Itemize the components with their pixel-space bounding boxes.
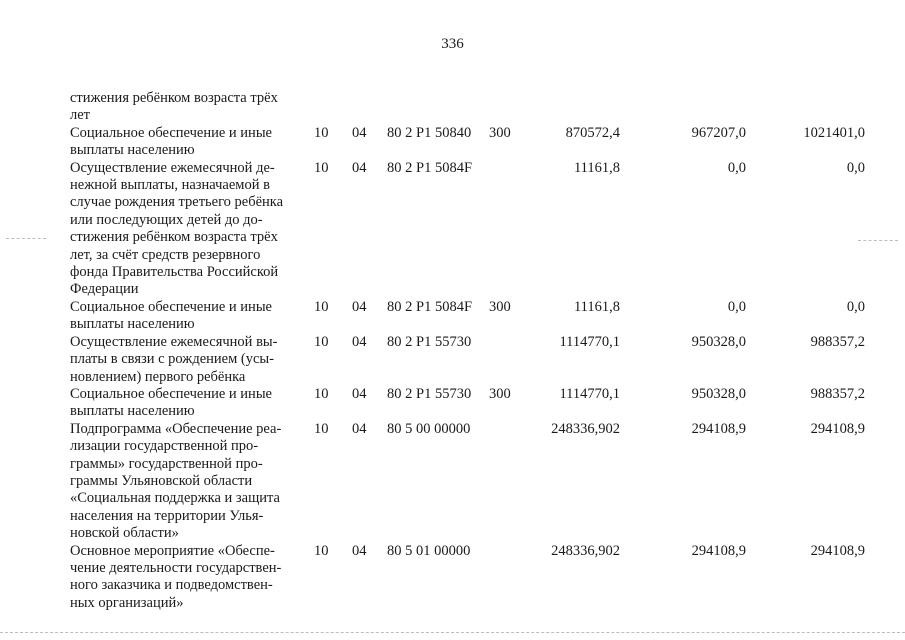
- expense-type-cell: 300: [489, 298, 511, 315]
- target-code-cell: 80 5 00 00000: [387, 420, 471, 437]
- amount-year3-cell: 0,0: [846, 298, 865, 315]
- description-line: населения на территории Улья-: [70, 507, 264, 524]
- subsection-cell: 04: [352, 420, 367, 437]
- amount-year2-cell: 950328,0: [691, 333, 746, 350]
- subsection-cell: 04: [352, 333, 367, 350]
- table-row: [70, 543, 870, 613]
- amount-year2-cell: 294108,9: [691, 542, 746, 559]
- description-line: Осуществление ежемесячной де-: [70, 159, 275, 176]
- amount-year2-cell: 950328,0: [691, 385, 746, 402]
- description-line: Основное мероприятие «Обеспе-: [70, 542, 275, 559]
- amount-year2-cell: 967207,0: [691, 124, 746, 141]
- amount-year3-cell: 988357,2: [810, 333, 865, 350]
- table-row: [70, 386, 870, 421]
- amount-year2-cell: 0,0: [727, 159, 746, 176]
- amount-year3-cell: 294108,9: [810, 420, 865, 437]
- row-description: [70, 125, 299, 160]
- description-line: платы в связи с рождением (усы-: [70, 351, 274, 368]
- description-line: выплаты населению: [70, 142, 195, 159]
- target-code-cell: 80 2 P1 5084F: [387, 159, 473, 176]
- expense-type-cell: 300: [489, 124, 511, 141]
- scan-mark: [0, 632, 905, 633]
- amount-year1-cell: 248336,902: [551, 420, 620, 437]
- target-code-cell: 80 2 P1 55730: [387, 385, 472, 402]
- amount-year2-cell: 294108,9: [691, 420, 746, 437]
- description-line: новской области»: [70, 525, 179, 542]
- description-line: лет: [70, 107, 91, 124]
- row-description: [70, 543, 299, 613]
- description-line: Социальное обеспечение и иные: [70, 124, 272, 141]
- scan-mark: [6, 238, 46, 239]
- description-line: нежной выплаты, назначаемой в: [70, 177, 270, 194]
- description-line: ного заказчика и подведомствен-: [70, 577, 273, 594]
- description-line: фонда Правительства Российской: [70, 264, 279, 281]
- description-line: Подпрограмма «Обеспечение реа-: [70, 420, 282, 437]
- subsection-cell: 04: [352, 124, 367, 141]
- amount-year1-cell: 1114770,1: [559, 385, 620, 402]
- row-description: [70, 334, 299, 386]
- description-line: лизации государственной про-: [70, 438, 259, 455]
- amount-year1-cell: 870572,4: [565, 124, 620, 141]
- description-line: выплаты населению: [70, 316, 195, 333]
- row-description: [70, 421, 299, 543]
- description-line: граммы Ульяновской области: [70, 472, 253, 489]
- subsection-cell: 04: [352, 298, 367, 315]
- scan-mark: [858, 240, 898, 241]
- description-line: или последующих детей до до-: [70, 211, 263, 228]
- description-line: лет, за счёт средств резервного: [70, 246, 261, 263]
- row-description: [70, 299, 299, 334]
- section-cell: 10: [314, 124, 329, 141]
- description-line: чение деятельности государствен-: [70, 559, 282, 576]
- description-line: Федерации: [70, 281, 139, 298]
- page-number: 336: [441, 36, 464, 52]
- description-line: Осуществление ежемесячной вы-: [70, 333, 278, 350]
- table-row: [70, 299, 870, 334]
- description-line: стижения ребёнком возраста трёх: [70, 90, 278, 106]
- row-description: [70, 386, 299, 421]
- target-code-cell: 80 2 P1 55730: [387, 333, 472, 350]
- row-description: [70, 90, 299, 125]
- row-description: [70, 160, 299, 299]
- target-code-cell: 80 2 P1 5084F: [387, 298, 473, 315]
- amount-year2-cell: 0,0: [727, 298, 746, 315]
- amount-year3-cell: 0,0: [846, 159, 865, 176]
- table-row: [70, 421, 870, 543]
- amount-year3-cell: 294108,9: [810, 542, 865, 559]
- subsection-cell: 04: [352, 159, 367, 176]
- description-line: ных организаций»: [70, 594, 184, 611]
- expense-type-cell: 300: [489, 385, 511, 402]
- description-line: «Социальная поддержка и защита: [70, 490, 280, 507]
- description-line: случае рождения третьего ребёнка: [70, 194, 284, 211]
- target-code-cell: 80 5 01 00000: [387, 542, 471, 559]
- table-row: [70, 90, 870, 125]
- section-cell: 10: [314, 420, 329, 437]
- description-line: граммы» государственной про-: [70, 455, 263, 472]
- amount-year1-cell: 11161,8: [573, 298, 620, 315]
- budget-table: [70, 90, 870, 612]
- subsection-cell: 04: [352, 542, 367, 559]
- amount-year1-cell: 248336,902: [551, 542, 620, 559]
- description-line: Социальное обеспечение и иные: [70, 298, 272, 315]
- table-row: [70, 125, 870, 160]
- description-line: стижения ребёнком возраста трёх: [70, 229, 278, 246]
- amount-year3-cell: 988357,2: [810, 385, 865, 402]
- table-row: [70, 334, 870, 386]
- amount-year3-cell: 1021401,0: [803, 124, 865, 141]
- section-cell: 10: [314, 159, 329, 176]
- amount-year1-cell: 1114770,1: [559, 333, 620, 350]
- amount-year1-cell: 11161,8: [573, 159, 620, 176]
- description-line: новлением) первого ребёнка: [70, 368, 246, 385]
- section-cell: 10: [314, 333, 329, 350]
- section-cell: 10: [314, 542, 329, 559]
- table-row: [70, 160, 870, 299]
- description-line: Социальное обеспечение и иные: [70, 385, 272, 402]
- subsection-cell: 04: [352, 385, 367, 402]
- section-cell: 10: [314, 385, 329, 402]
- description-line: выплаты населению: [70, 403, 195, 420]
- section-cell: 10: [314, 298, 329, 315]
- target-code-cell: 80 2 P1 50840: [387, 124, 472, 141]
